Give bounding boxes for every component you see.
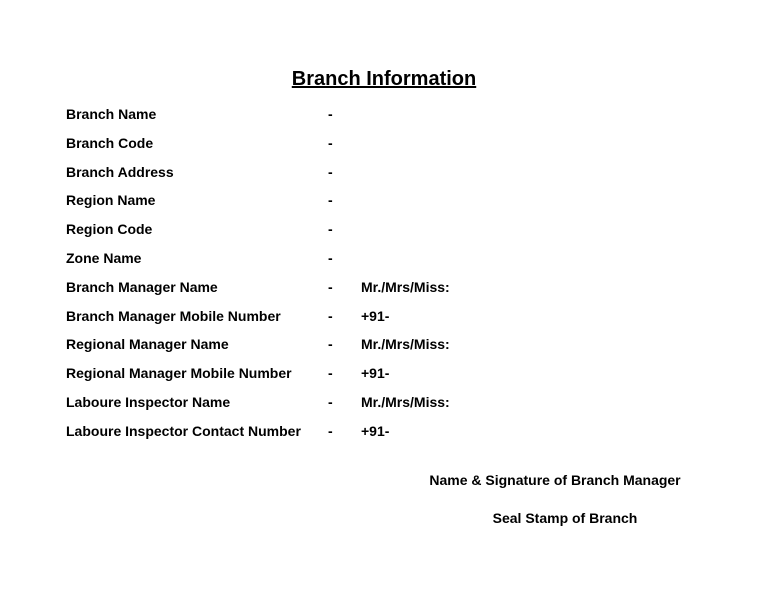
field-label: Branch Name [66,106,157,122]
field-row-branch-address [66,158,706,187]
field-label: Branch Manager Name [66,278,218,295]
field-row-region-code [66,215,706,244]
field-label: Branch Address [66,163,174,180]
field-label: Region Code [66,221,153,238]
signature-label: Name & Signature of Branch Manager [429,472,681,488]
field-separator: - [328,249,333,266]
field-label: Zone Name [66,249,142,266]
field-separator: - [328,307,333,324]
seal-stamp-label: Seal Stamp of Branch [492,510,638,526]
field-row-regional-manager-name [66,330,706,359]
field-row-branch-manager-mobile [66,302,706,331]
field-label: Laboure Inspector Contact Number [66,422,301,439]
field-row-branch-code [66,129,706,158]
field-row-branch-manager-name [66,273,706,302]
field-row-regional-manager-mobile [66,359,706,388]
field-label: Branch Code [66,134,154,151]
field-label: Laboure Inspector Name [66,393,231,410]
field-label: Branch Manager Mobile Number [66,307,281,324]
field-row-zone-name [66,244,706,273]
field-separator: - [328,365,333,382]
field-separator: - [328,393,333,410]
field-value: Mr./Mrs/Miss: [361,336,450,353]
document-title: Branch Information [291,68,477,90]
field-value: Mr./Mrs/Miss: [361,278,450,295]
field-row-region-name [66,186,706,215]
field-separator: - [328,221,333,238]
field-separator: - [328,134,333,151]
field-label: Regional Manager Mobile Number [66,365,292,382]
field-value: +91- [361,307,390,324]
field-value: +91- [361,422,390,439]
branch-info-fields [66,100,706,446]
field-separator: - [328,336,333,353]
field-separator: - [328,163,333,180]
field-separator: - [328,278,333,295]
field-row-branch-name [66,100,706,129]
field-row-labour-inspector-contact [66,417,706,446]
field-label: Region Name [66,192,156,209]
field-separator: - [328,106,333,122]
field-separator: - [328,192,333,209]
field-separator: - [328,422,333,439]
field-value: Mr./Mrs/Miss: [361,393,450,410]
field-value: +91- [361,365,390,382]
field-label: Regional Manager Name [66,336,229,353]
field-row-labour-inspector-name [66,388,706,417]
